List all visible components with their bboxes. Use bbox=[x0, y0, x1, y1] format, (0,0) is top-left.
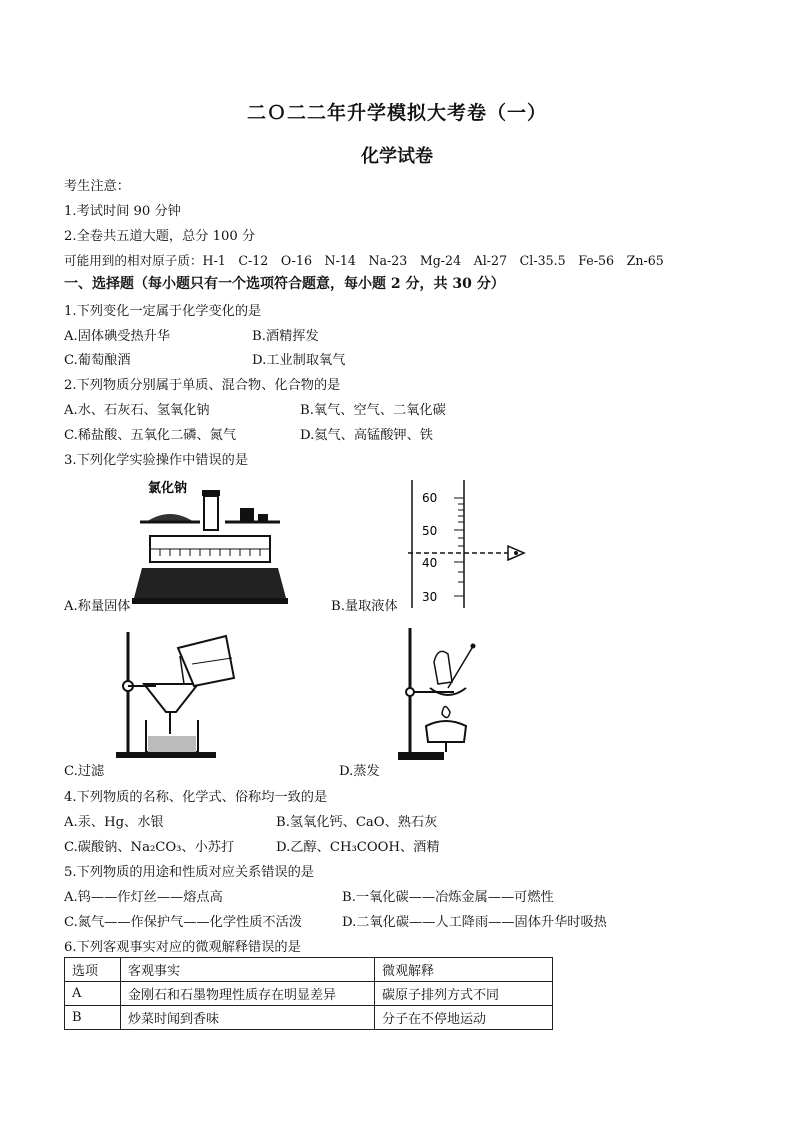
option-b: B.氧气、空气、二氧化碳 bbox=[300, 403, 446, 418]
question-stem: 6.下列客观事实对应的微观解释错误的是 bbox=[64, 940, 301, 955]
option-c: C.葡萄酿酒 bbox=[64, 353, 131, 368]
cylinder-tick-label: 60 bbox=[422, 491, 438, 505]
option-b: B.氢氧化钙、CaO、熟石灰 bbox=[276, 815, 438, 830]
option-d: D.蒸发 bbox=[339, 764, 380, 779]
cylinder-tick-label: 40 bbox=[422, 556, 438, 570]
subject-title: 化学试卷 bbox=[361, 146, 433, 167]
option-c: C.碳酸钠、Na₂CO₃、小苏打 bbox=[64, 840, 235, 855]
question-stem: 3.下列化学实验操作中错误的是 bbox=[64, 453, 249, 468]
table-cell: B bbox=[65, 1006, 121, 1030]
option-b: B.酒精挥发 bbox=[252, 329, 319, 344]
section-title: 一、选择题（每小题只有一个选项符合题意，每小题 2 分，共 30 分） bbox=[64, 276, 505, 292]
table-row bbox=[65, 982, 553, 1006]
table-header-cell: 客观事实 bbox=[121, 958, 375, 982]
option-b: B.一氧化碳——冶炼金属——可燃性 bbox=[342, 890, 554, 905]
cylinder-tick-label: 30 bbox=[422, 590, 438, 604]
option-a: A.固体碘受热升华 bbox=[64, 329, 171, 344]
option-a: A.钨——作灯丝——熔点高 bbox=[64, 890, 223, 905]
question-stem: 1.下列变化一定属于化学变化的是 bbox=[64, 304, 262, 319]
notice-item: 2.全卷共五道大题，总分 100 分 bbox=[64, 229, 256, 244]
option-d: D.二氧化碳——人工降雨——固体升华时吸热 bbox=[342, 915, 607, 930]
table-cell: 金刚石和石墨物理性质存在明显差异 bbox=[121, 982, 375, 1006]
option-c: C.稀盐酸、五氧化二磷、氮气 bbox=[64, 428, 237, 443]
notice-item: 1.考试时间 90 分钟 bbox=[64, 204, 181, 219]
table-header-row bbox=[65, 958, 553, 982]
option-d: D.氦气、高锰酸钾、铁 bbox=[300, 428, 433, 443]
table-header-cell: 选项 bbox=[65, 958, 121, 982]
option-b: B.量取液体 bbox=[331, 599, 398, 614]
option-a: A.水、石灰石、氢氧化钠 bbox=[64, 403, 210, 418]
atomic-mass-line: 可能用到的相对原子质：H-1 C-12 O-16 N-14 Na-23 Mg-24 Al-27 Cl-35.5 Fe-56 Zn-65 bbox=[64, 253, 664, 268]
option-c: C.氮气——作保护气——化学性质不活泼 bbox=[64, 915, 302, 930]
evaporation-figure bbox=[394, 626, 484, 762]
table-header-cell: 微观解释 bbox=[375, 958, 553, 982]
cylinder-tick-label: 50 bbox=[422, 524, 438, 538]
option-a: A.称量固体 bbox=[64, 599, 131, 614]
table-cell: 碳原子排列方式不同 bbox=[375, 982, 553, 1006]
q6-table bbox=[64, 957, 553, 1030]
graduated-cylinder-figure bbox=[408, 480, 538, 608]
balance-figure bbox=[130, 476, 290, 606]
table-cell: 炒菜时闻到香味 bbox=[121, 1006, 375, 1030]
option-c: C.过滤 bbox=[64, 764, 105, 779]
table-cell: 分子在不停地运动 bbox=[375, 1006, 553, 1030]
option-a: A.汞、Hg、水银 bbox=[64, 815, 164, 830]
table-row bbox=[65, 1006, 553, 1030]
question-stem: 2.下列物质分别属于单质、混合物、化合物的是 bbox=[64, 378, 341, 393]
question-stem: 4.下列物质的名称、化学式、俗称均一致的是 bbox=[64, 790, 328, 805]
balance-label: 氯化钠 bbox=[148, 481, 188, 496]
question-stem: 5.下列物质的用途和性质对应关系错误的是 bbox=[64, 865, 314, 880]
table-cell: A bbox=[65, 982, 121, 1006]
notice-heading: 考生注意： bbox=[64, 179, 130, 194]
option-d: D.乙醇、CH₃COOH、酒精 bbox=[276, 840, 440, 855]
option-d: D.工业制取氧气 bbox=[252, 353, 346, 368]
page-title: 二Ｏ二二年升学模拟大考卷（一） bbox=[246, 102, 547, 124]
filtration-figure bbox=[108, 628, 238, 760]
